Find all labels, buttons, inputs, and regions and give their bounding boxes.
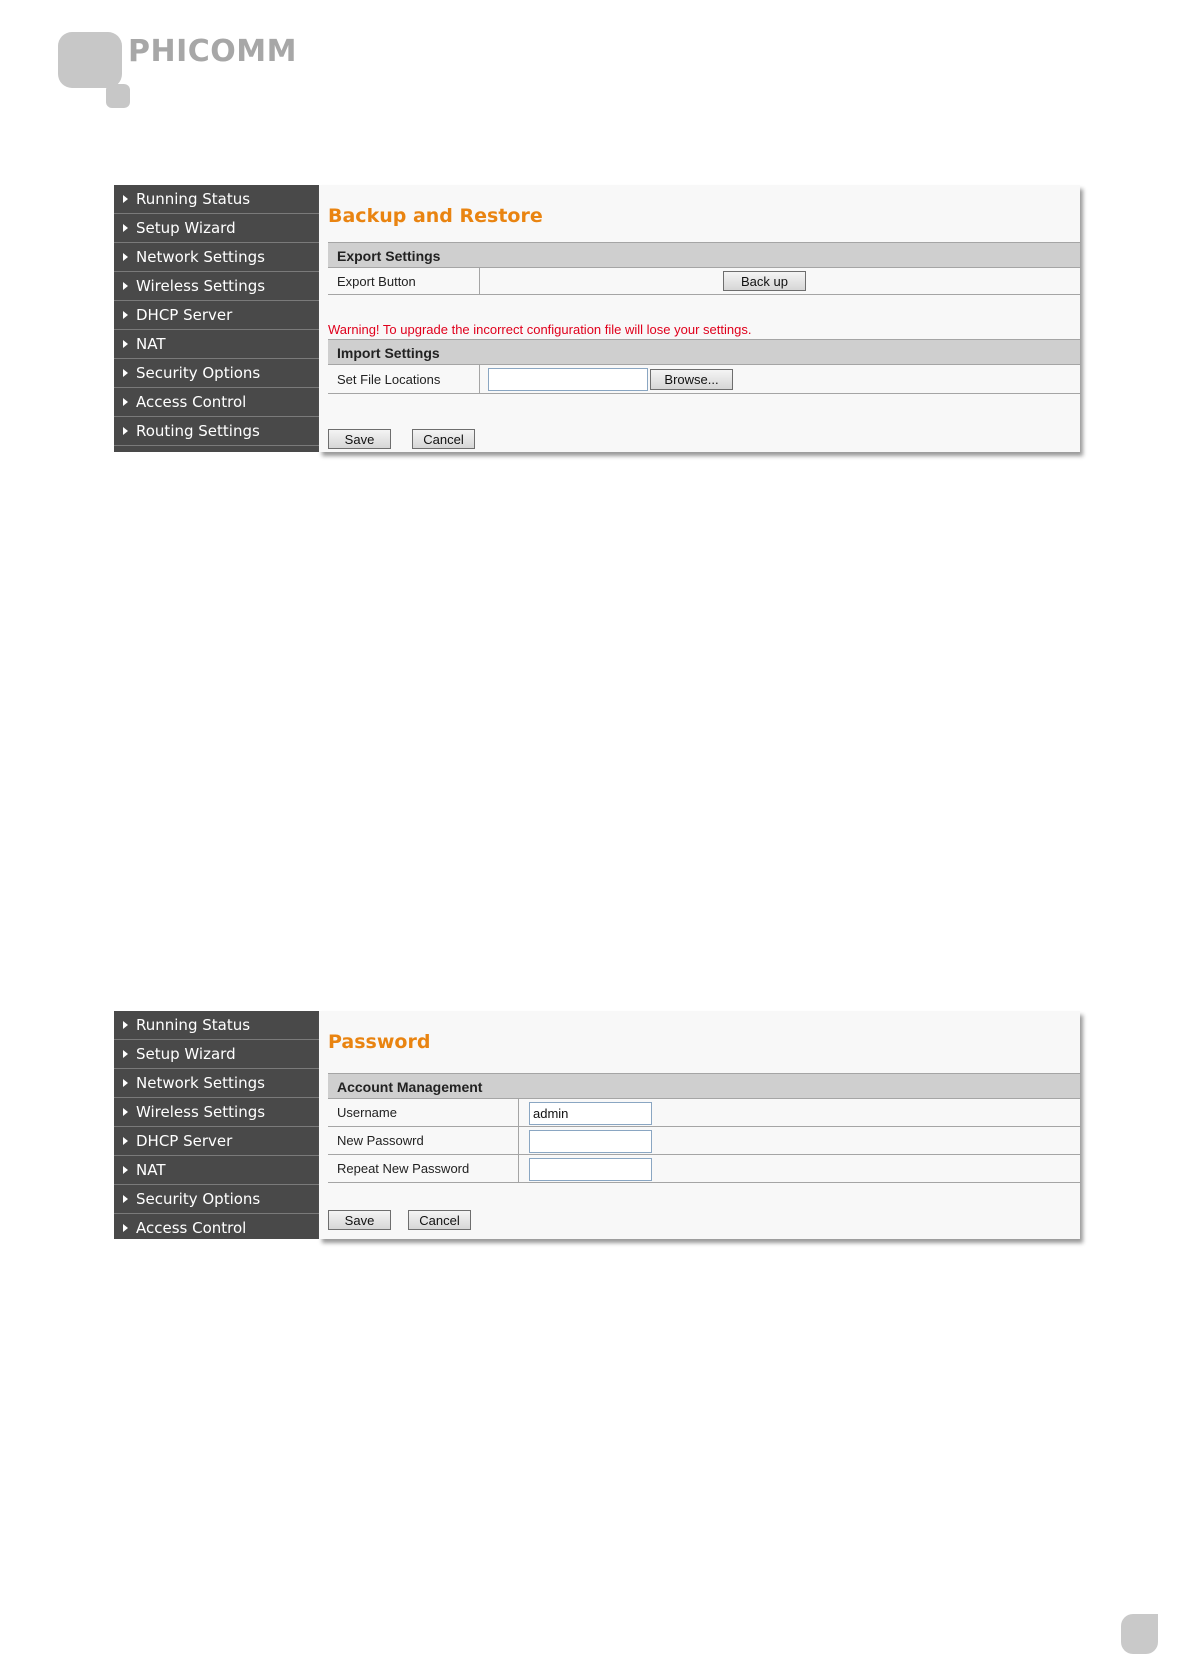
arrow-right-icon	[123, 311, 128, 319]
column-divider	[518, 1099, 519, 1126]
content-area	[319, 1011, 1080, 1239]
column-divider	[479, 365, 480, 393]
column-divider	[479, 268, 480, 294]
warning-message: Warning! To upgrade the incorrect configuration file will lose your settings.	[328, 322, 752, 337]
page-title: Backup and Restore	[328, 205, 543, 227]
arrow-right-icon	[123, 1195, 128, 1203]
username-row	[328, 1099, 1080, 1127]
arrow-right-icon	[123, 1137, 128, 1145]
repeat-password-input[interactable]	[529, 1158, 652, 1181]
sidebar-item-label: Access Control	[136, 393, 247, 411]
sidebar-menu	[114, 1011, 319, 1239]
arrow-right-icon	[123, 398, 128, 406]
page-corner-tab	[1121, 1614, 1158, 1654]
arrow-right-icon	[123, 1224, 128, 1232]
new-password-label: New Passowrd	[337, 1133, 424, 1148]
sidebar-item-label: Wireless Settings	[136, 1103, 266, 1121]
sidebar-item-network-settings[interactable]	[114, 243, 319, 272]
brand-name: PHICOMM	[128, 34, 297, 69]
arrow-right-icon	[123, 369, 128, 377]
sidebar-item-label: Setup Wizard	[136, 1045, 236, 1063]
sidebar-item-label: Security Options	[136, 1190, 261, 1208]
repeat-password-label: Repeat New Password	[337, 1161, 470, 1176]
sidebar-item-label: Routing Settings	[136, 422, 260, 440]
sidebar-item-network-settings[interactable]	[114, 1069, 319, 1098]
sidebar-item-routing-settings[interactable]	[114, 417, 319, 446]
username-input[interactable]: admin	[529, 1102, 652, 1125]
sidebar-item-access-control[interactable]	[114, 1214, 319, 1239]
sidebar-item-label: Wireless Settings	[136, 277, 266, 295]
sidebar-item-label: DHCP Server	[136, 1132, 233, 1150]
sidebar-item-wireless-settings[interactable]	[114, 1098, 319, 1127]
arrow-right-icon	[123, 1050, 128, 1058]
new-password-row	[328, 1127, 1080, 1155]
sidebar-item-label: Setup Wizard	[136, 219, 236, 237]
back-up-button[interactable]: Back up	[723, 271, 806, 291]
sidebar-item-dhcp-server[interactable]	[114, 1127, 319, 1156]
sidebar-item-label: NAT	[136, 335, 166, 353]
sidebar-item-label: DHCP Server	[136, 306, 233, 324]
arrow-right-icon	[123, 282, 128, 290]
sidebar-item-label: Access Control	[136, 1219, 247, 1237]
column-divider	[518, 1155, 519, 1182]
save-button[interactable]: Save	[328, 1210, 391, 1230]
page-title: Password	[328, 1031, 431, 1053]
sidebar-item-running-status[interactable]	[114, 1011, 319, 1040]
sidebar-item-label: Network Settings	[136, 248, 265, 266]
phicomm-logo-icon	[58, 32, 136, 112]
import-settings-header: Import Settings	[328, 339, 1080, 365]
sidebar-item-wireless-settings[interactable]	[114, 272, 319, 301]
arrow-right-icon	[123, 1166, 128, 1174]
file-path-input[interactable]	[488, 368, 648, 391]
arrow-right-icon	[123, 253, 128, 261]
cancel-button[interactable]: Cancel	[412, 429, 475, 449]
sidebar-item-dhcp-server[interactable]	[114, 301, 319, 330]
sidebar-item-nat[interactable]	[114, 1156, 319, 1185]
arrow-right-icon	[123, 1108, 128, 1116]
sidebar-menu	[114, 185, 319, 452]
set-file-locations-label: Set File Locations	[337, 372, 441, 387]
sidebar-item-running-status[interactable]	[114, 185, 319, 214]
sidebar-item-label: Security Options	[136, 364, 261, 382]
arrow-right-icon	[123, 427, 128, 435]
cancel-button[interactable]: Cancel	[408, 1210, 471, 1230]
arrow-right-icon	[123, 340, 128, 348]
sidebar-item-setup-wizard[interactable]	[114, 214, 319, 243]
new-password-input[interactable]	[529, 1130, 652, 1153]
sidebar-item-nat[interactable]	[114, 330, 319, 359]
username-label: Username	[337, 1105, 397, 1120]
sidebar-item-label: Running Status	[136, 1016, 251, 1034]
export-settings-header: Export Settings	[328, 242, 1080, 268]
column-divider	[518, 1127, 519, 1154]
sidebar-item-label: Network Settings	[136, 1074, 265, 1092]
sidebar-item-security-options[interactable]	[114, 1185, 319, 1214]
content-area	[319, 185, 1080, 452]
backup-restore-panel	[114, 185, 1080, 452]
browse-button[interactable]: Browse...	[650, 369, 733, 390]
arrow-right-icon	[123, 224, 128, 232]
arrow-right-icon	[123, 1021, 128, 1029]
export-button-label: Export Button	[337, 274, 416, 289]
account-management-header: Account Management	[328, 1073, 1080, 1099]
arrow-right-icon	[123, 195, 128, 203]
phicomm-logo	[0, 0, 320, 120]
password-panel	[114, 1011, 1080, 1239]
save-button[interactable]: Save	[328, 429, 391, 449]
arrow-right-icon	[123, 1079, 128, 1087]
sidebar-item-setup-wizard[interactable]	[114, 1040, 319, 1069]
export-row	[328, 268, 1080, 295]
sidebar-item-label: NAT	[136, 1161, 166, 1179]
import-row	[328, 365, 1080, 394]
repeat-password-row	[328, 1155, 1080, 1183]
sidebar-item-access-control[interactable]	[114, 388, 319, 417]
sidebar-item-security-options[interactable]	[114, 359, 319, 388]
sidebar-item-label: Running Status	[136, 190, 251, 208]
